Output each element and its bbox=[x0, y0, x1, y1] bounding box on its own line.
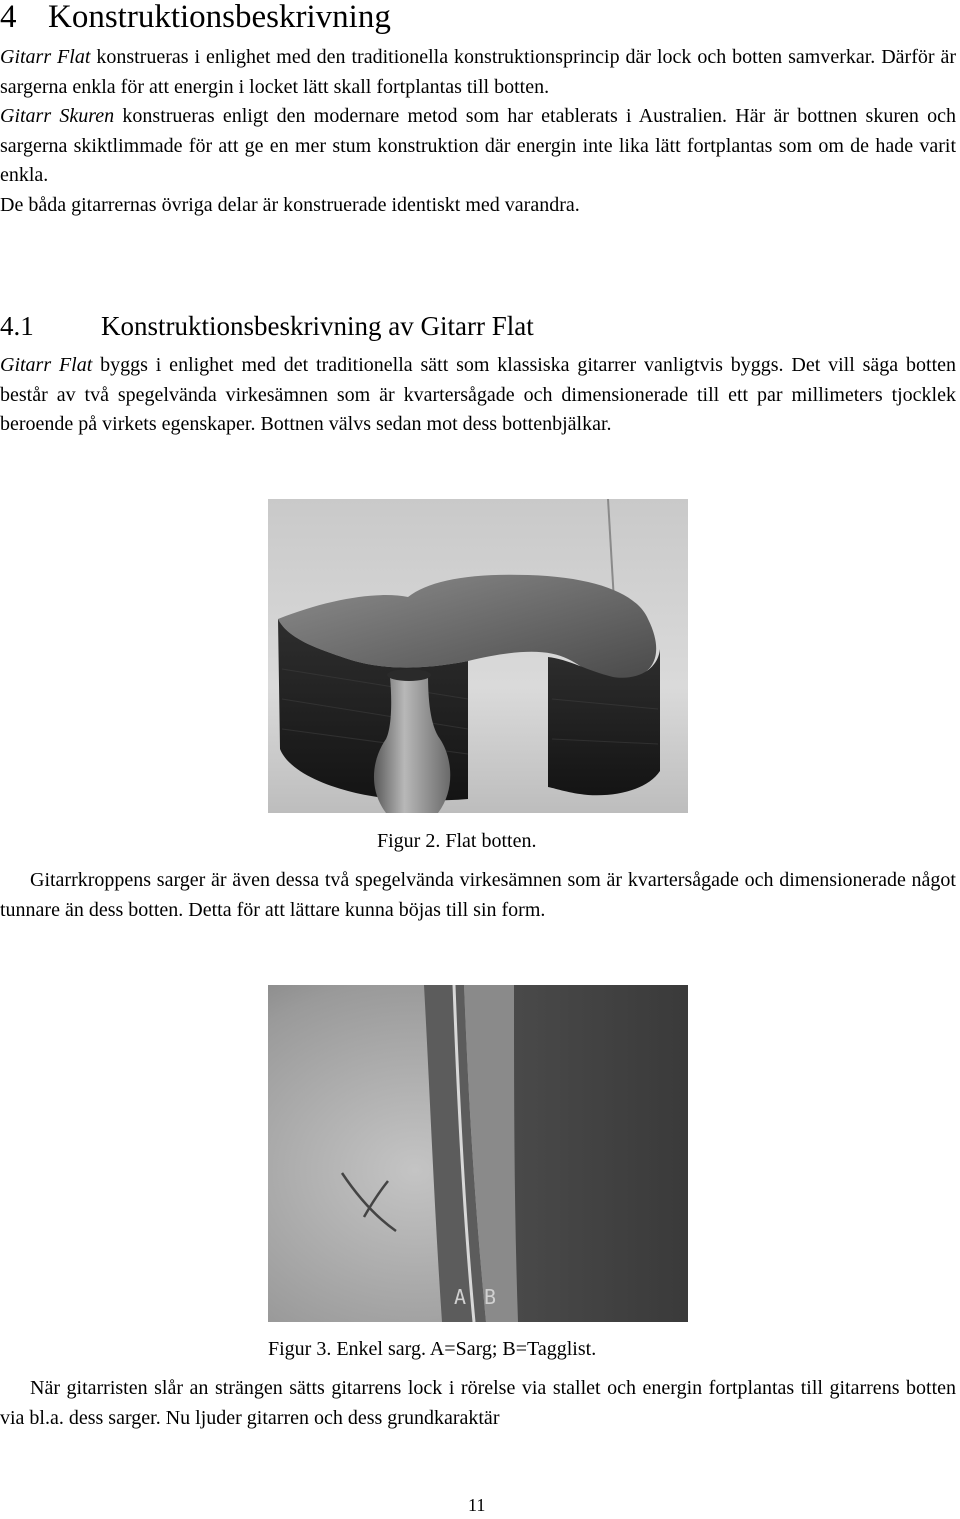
side-closeup-illustration bbox=[268, 985, 688, 1322]
guitar-back-illustration bbox=[268, 499, 688, 813]
intro-text bbox=[0, 43, 956, 220]
intro-paragraph-2: Gitarr Skuren konstrueras enligt den modernare metod som har etablerats i Australien. Här är bottnen skuren och sargerna skiktlimmade för att ge en mer stum konstruktion där energin inte lika lätt fortplantas som om de hade varit enkla. bbox=[0, 105, 956, 186]
chapter-number: 4 bbox=[0, 0, 17, 35]
section-title: Konstruktionsbeskrivning av Gitarr Flat bbox=[101, 311, 534, 341]
section-number: 4.1 bbox=[0, 311, 34, 341]
figure-3-photo bbox=[268, 985, 688, 1322]
guitar-name-flat: Gitarr Flat bbox=[0, 46, 91, 68]
guitar-name-skuren: Gitarr Skuren bbox=[0, 105, 115, 127]
section-text-3 bbox=[0, 1374, 956, 1433]
figure-3-caption: Figur 3. Enkel sarg. A=Sarg; B=Tagglist. bbox=[268, 1338, 597, 1360]
section-text-1 bbox=[0, 351, 956, 440]
chapter-heading bbox=[0, 0, 956, 34]
section-paragraph-1: Gitarr Flat byggs i enlighet med det traditionella sätt som klassiska gitarrer vanligtvis byggs. Det vill säga botten består av två spegelvända virkesämnen som är kvartersågade och dimensionerade till ett par millimeters tjocklek beroende på virkets egenskaper. Bottnen välvs sedan mot dess bottenbjälkar. bbox=[0, 354, 957, 435]
guitar-name-flat: Gitarr Flat bbox=[0, 354, 93, 376]
label-a: A bbox=[454, 1285, 467, 1309]
section-heading bbox=[0, 309, 956, 343]
chapter-title: Konstruktionsbeskrivning bbox=[48, 0, 391, 35]
label-b: B bbox=[484, 1285, 497, 1309]
section-paragraph-3: När gitarristen slår an strängen sätts gitarrens lock i rörelse via stallet och energin fortplantas till gitarrens botten via bl.a. dess sarger. Nu ljuder gitarren och dess grundkaraktär bbox=[0, 1377, 956, 1429]
section-paragraph-2: Gitarrkroppens sarger är även dessa två spegelvända virkesämnen som är kvartersågade och dimensionerade något tunnare än dess botten. Detta för att lättare kunna böjas till sin form. bbox=[0, 869, 956, 921]
figure-2-photo bbox=[268, 499, 688, 813]
section-text-2 bbox=[0, 866, 956, 925]
intro-paragraph-3: De båda gitarrernas övriga delar är konstruerade identiskt med varandra. bbox=[0, 193, 580, 216]
figure-2-caption: Figur 2. Flat botten. bbox=[377, 830, 537, 852]
intro-paragraph-1: Gitarr Flat konstrueras i enlighet med den traditionella konstruktionsprincip där lock och botten samverkar. Därför är sargerna enkla för att energin i locket lätt skall fortplantas till botten. bbox=[0, 46, 957, 98]
page-number: 11 bbox=[468, 1495, 486, 1515]
